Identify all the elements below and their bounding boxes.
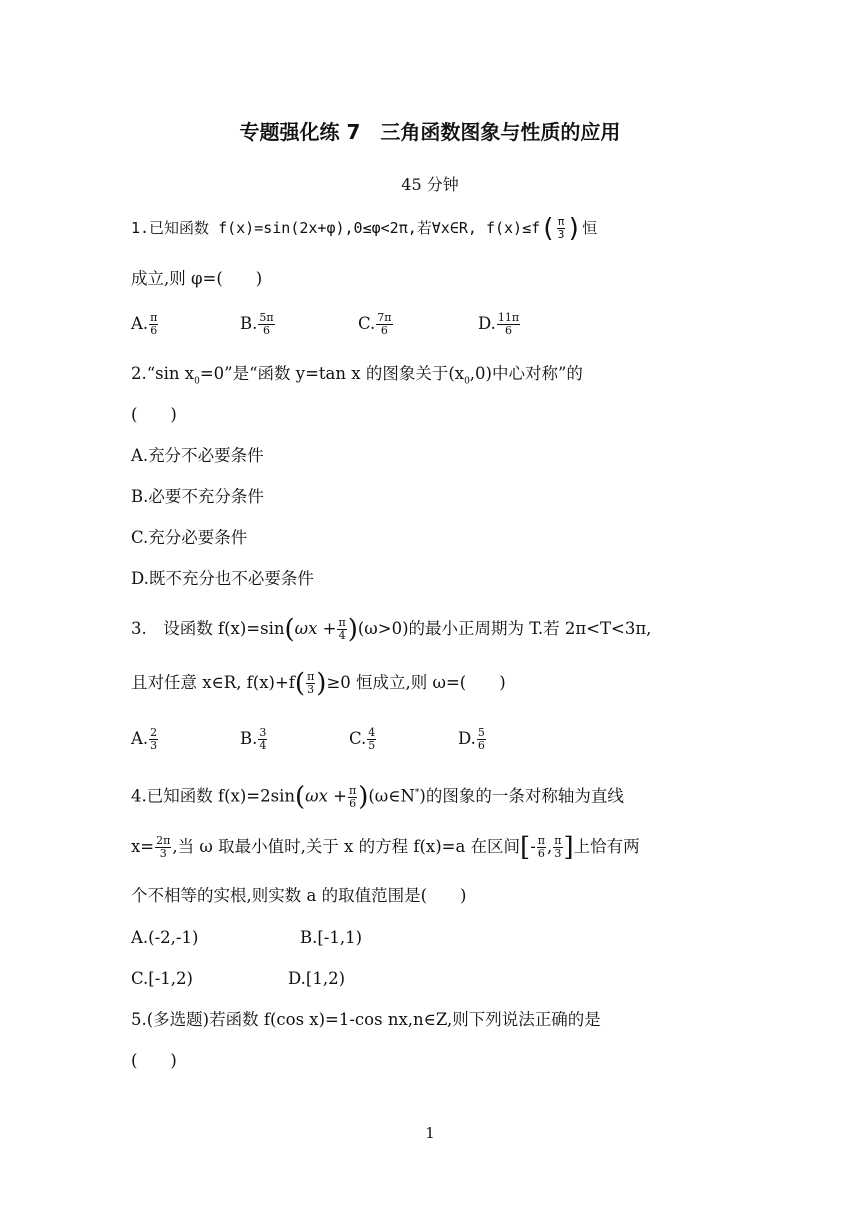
q1-option-a: A. $\frac{\pi}{6}$ — [131, 311, 158, 337]
q4-option-b: B.[-1,1) — [300, 928, 363, 947]
q3-option-c: C. $\frac{4}{5}$ — [349, 726, 376, 752]
q4-line1: 4.已知函数 f(x)=2sin(ωx + $\frac{\pi}{6}$ )(ω∈N*)的图象的一条对称轴为直线 — [131, 782, 624, 812]
q4-line2: x= $\frac{2\pi}{3}$ ,当 ω 取最小值时,关于 x 的方程 f(x)=a 在区间[- $\frac{\pi}{6}$ , $\frac{\pi}{3}$ ]上恰有两 — [131, 832, 640, 863]
q4-option-a: A.(-2,-1) — [131, 928, 199, 947]
q2-option-a: A.充分不必要条件 — [131, 446, 264, 465]
q2-line2: ( ) — [131, 405, 177, 424]
q4-option-d: D.[1,2) — [288, 969, 346, 988]
q2-option-c: C.充分必要条件 — [131, 528, 248, 547]
page-title: 专题强化练 7 三角函数图象与性质的应用 — [239, 120, 621, 144]
q3-line1: 3. 设函数 f(x)=sin(ωx + $\frac{\pi}{4}$ )(ω>0)的最小正周期为 T.若 2π<T<3π, — [131, 614, 652, 645]
q2-option-d: D.既不充分也不必要条件 — [131, 569, 314, 588]
q3-option-a: A. $\frac{2}{3}$ — [131, 726, 158, 752]
q2-option-b: B.必要不充分条件 — [131, 487, 264, 506]
time-limit: 45 分钟 — [401, 175, 459, 194]
q2-line1: 2.“sin $x_0=0$”是“函数 y=tan x 的图象关于$(x_0,0)$中心对称”的 — [131, 364, 583, 387]
q1-line2: 成立,则 φ=( ) — [131, 269, 263, 288]
q5-line1: 5.(多选题)若函数 f(cos x)=1-cos nx,n∈Z,则下列说法正确的是 — [131, 1010, 601, 1029]
q1-option-d: D. $\frac{11\pi}{6}$ — [478, 311, 520, 337]
q3-option-b: B. $\frac{3}{4}$ — [240, 726, 267, 752]
page-number: 1 — [425, 1124, 435, 1142]
q3-option-d: D. $\frac{5}{6}$ — [458, 726, 485, 752]
q5-line2: ( ) — [131, 1051, 177, 1070]
q4-line3: 个不相等的实根,则实数 a 的取值范围是( ) — [131, 886, 467, 905]
q1-option-c: C. $\frac{7\pi}{6}$ — [358, 311, 392, 337]
q4-option-c: C.[-1,2) — [131, 969, 193, 988]
q1-option-b: B. $\frac{5\pi}{6}$ — [240, 311, 274, 337]
q1-fraction: $\frac{\pi}{3}$ — [557, 215, 565, 241]
q1-line1: 1.已知函数 f(x)=sin(2x+φ),0≤φ<2π,若∀x∈R, f(x)≤f( $\frac{\pi}{3}$ )恒 — [131, 213, 598, 244]
q3-line2: 且对任意 x∈R, f(x)+f( $\frac{\pi}{3}$ )≥0 恒成立,则 ω=( ) — [131, 668, 506, 699]
q1-text: 1.已知函数 f(x)=sin(2x+φ),0≤φ<2π,若∀x∈R, f(x)≤f — [131, 219, 541, 237]
